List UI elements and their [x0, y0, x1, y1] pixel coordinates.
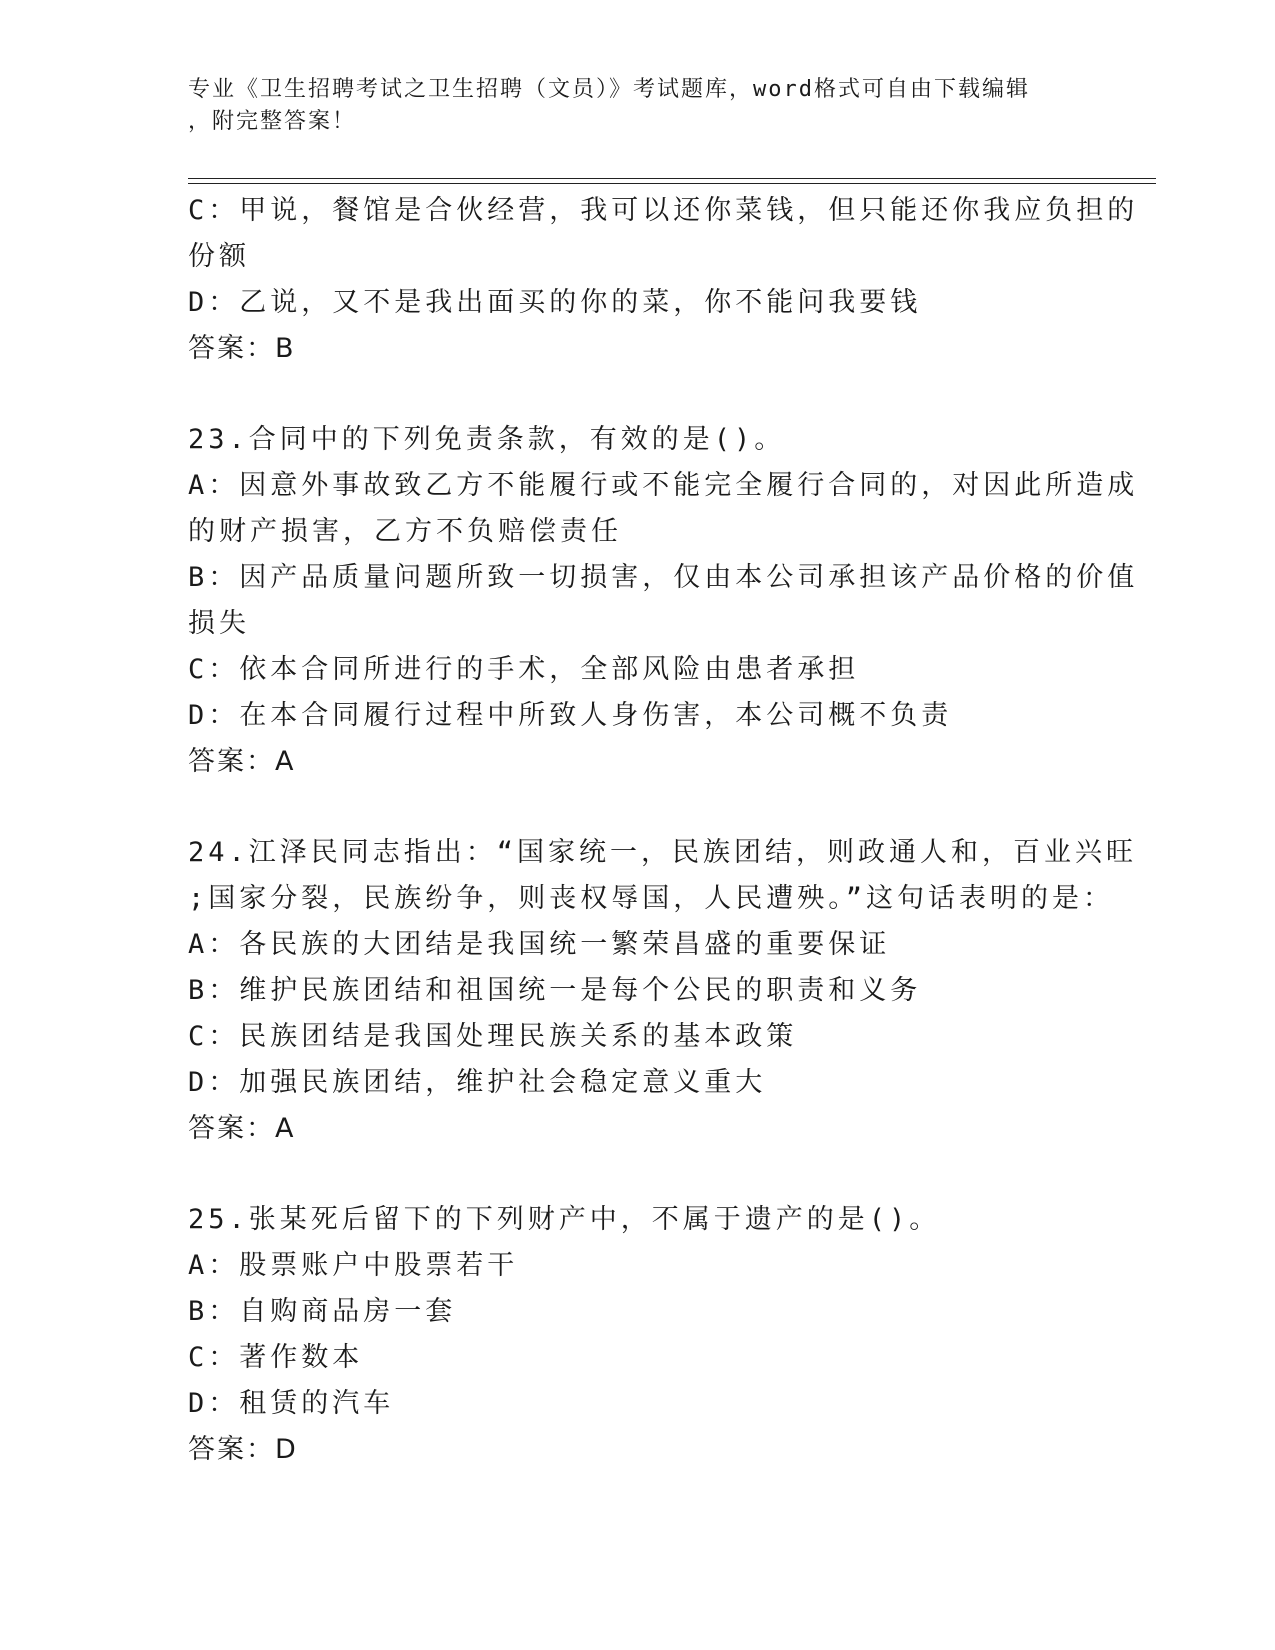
- question-text: 25.张某死后留下的下列财产中，不属于遗产的是()。: [188, 1204, 941, 1235]
- spacer: [188, 372, 1088, 417]
- question-24: [188, 830, 1138, 1152]
- header-divider-top: [188, 178, 1156, 179]
- answer: 答案：A: [188, 746, 296, 777]
- option-d: D：乙说，又不是我出面买的你的菜，你不能问我要钱: [188, 287, 922, 318]
- option-b: B：自购商品房一套: [188, 1296, 457, 1327]
- option-a: A：各民族的大团结是我国统一繁荣昌盛的重要保证: [188, 929, 891, 960]
- option-c-line-2: 份额: [188, 241, 250, 272]
- question-list: [188, 188, 1139, 1473]
- option-c: C：依本合同所进行的手术，全部风险由患者承担: [188, 654, 860, 685]
- option-c: C：著作数本: [188, 1342, 364, 1373]
- option-b-line-2: 损失: [188, 608, 250, 639]
- option-d: D：租赁的汽车: [188, 1388, 395, 1419]
- header-text-line-2: ，附完整答案！: [188, 109, 357, 134]
- option-b: B：维护民族团结和祖国统一是每个公民的职责和义务: [188, 975, 922, 1006]
- question-text-line-2: ;国家分裂，民族纷争，则丧权辱国，人民遭殃。”这句话表明的是：: [188, 883, 1115, 914]
- page-header: [188, 74, 1088, 138]
- header-divider-bottom: [188, 183, 1156, 184]
- spacer: [188, 785, 1088, 830]
- option-a-line-1: A：因意外事故致乙方不能履行或不能完全履行合同的，对因此所造成: [188, 470, 1139, 501]
- option-b-line-1: B：因产品质量问题所致一切损害，仅由本公司承担该产品价格的价值: [188, 562, 1139, 593]
- question-text-line-1: 24.江泽民同志指出：“国家统一，民族团结，则政通人和，百业兴旺: [188, 837, 1138, 868]
- option-d: D：在本合同履行过程中所致人身伤害，本公司概不负责: [188, 700, 953, 731]
- question-22: [188, 188, 1139, 372]
- header-text-line-1: 专业《卫生招聘考试之卫生招聘（文员）》考试题库，word格式可自由下载编辑: [188, 77, 1030, 102]
- question-23: [188, 417, 1139, 785]
- question-25: [188, 1197, 1088, 1473]
- answer: 答案：A: [188, 1113, 296, 1144]
- option-a-line-2: 的财产损害，乙方不负赔偿责任: [188, 516, 622, 547]
- question-text: 23.合同中的下列免责条款，有效的是()。: [188, 424, 786, 455]
- answer: 答案：D: [188, 1434, 298, 1465]
- answer: 答案：B: [188, 333, 296, 364]
- option-c-line-1: C：甲说，餐馆是合伙经营，我可以还你菜钱，但只能还你我应负担的: [188, 195, 1139, 226]
- option-a: A：股票账户中股票若干: [188, 1250, 519, 1281]
- option-c: C：民族团结是我国处理民族关系的基本政策: [188, 1021, 798, 1052]
- option-d: D：加强民族团结，维护社会稳定意义重大: [188, 1067, 767, 1098]
- spacer: [188, 1152, 1088, 1197]
